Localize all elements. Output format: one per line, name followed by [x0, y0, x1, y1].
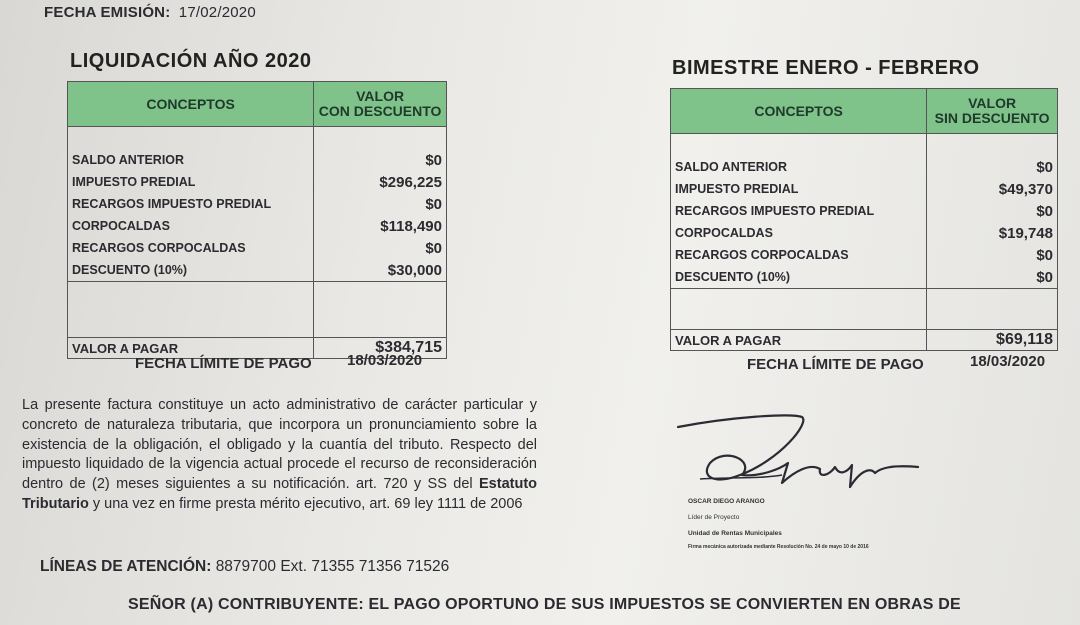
fecha-limite-label: FECHA LÍMITE DE PAGO [747, 356, 924, 373]
table-row [671, 266, 1058, 289]
bimestre-title: BIMESTRE ENERO - FEBRERO [672, 57, 980, 79]
lineas-label: LÍNEAS DE ATENCIÓN: [40, 558, 212, 575]
valor-cell: $30,000 [314, 259, 447, 282]
lineas-atencion [40, 558, 449, 576]
bimestre-table [670, 88, 1058, 351]
table-row [68, 237, 447, 259]
valor-cell: $0 [314, 237, 447, 259]
concepto-cell: RECARGOS CORPOCALDAS [72, 241, 246, 255]
col-valor-header [314, 82, 447, 127]
col-conceptos-header: CONCEPTOS [68, 82, 314, 127]
table-row [671, 222, 1058, 244]
concepto-cell: RECARGOS IMPUESTO PREDIAL [72, 197, 272, 211]
fecha-emision [44, 4, 256, 21]
concepto-cell: IMPUESTO PREDIAL [72, 175, 196, 189]
table-row [671, 200, 1058, 222]
table-header-row [671, 89, 1058, 134]
valor-cell: $0 [927, 156, 1058, 178]
col-valor-line2: SIN DESCUENTO [934, 110, 1050, 126]
col-conceptos-header: CONCEPTOS [671, 89, 927, 134]
fecha-limite-value: 18/03/2020 [347, 352, 423, 369]
valor-cell: $0 [314, 149, 447, 171]
valor-cell: $118,490 [314, 215, 447, 237]
concepto-cell: DESCUENTO (10%) [72, 263, 188, 277]
total-value: $384,715 [314, 338, 447, 359]
footer-message: SEÑOR (A) CONTRIBUYENTE: EL PAGO OPORTUNO DE SUS IMPUESTOS SE CONVIERTEN EN OBRAS DE [128, 596, 961, 613]
concepto-cell: DESCUENTO (10%) [675, 270, 791, 284]
concepto-cell: SALDO ANTERIOR [72, 153, 185, 167]
valor-cell: $0 [927, 200, 1058, 222]
col-valor-line1: VALOR [968, 95, 1017, 111]
fecha-emision-label: FECHA EMISIÓN: [44, 4, 171, 21]
signer-unit: Unidad de Rentas Municipales [688, 530, 782, 537]
concepto-cell: CORPOCALDAS [72, 219, 170, 233]
total-row [671, 330, 1058, 351]
legal-text-bold: Estatuto Tributario [22, 476, 537, 512]
valor-cell: $19,748 [927, 222, 1058, 244]
fecha-limite-value: 18/03/2020 [970, 353, 1046, 370]
legal-text-part1: La presente factura constituye un acto administrativo de carácter particular y concreto de naturaleza tributaria, que incorpora un pronunciamiento sobre la existencia de la obligación, el obligado y la cuantía del tributo. Respecto del impuesto liquidado de la vigencia actual procede el recurso de reconsideración dentro de (2) meses siguientes a su notificación. art. 720 y SS del [22, 397, 537, 493]
concepto-cell: RECARGOS CORPOCALDAS [675, 248, 849, 262]
table-row [671, 244, 1058, 266]
concepto-cell: IMPUESTO PREDIAL [675, 182, 799, 196]
table-header-row [68, 82, 447, 127]
total-label: VALOR A PAGAR [68, 338, 314, 359]
signer-name: OSCAR DIEGO ARANGO [688, 498, 765, 505]
valor-cell: $0 [927, 266, 1058, 289]
concepto-cell: CORPOCALDAS [675, 226, 773, 240]
total-label: VALOR A PAGAR [671, 330, 927, 351]
legal-text [22, 396, 537, 515]
lineas-value: 8879700 Ext. 71355 71356 71526 [215, 558, 450, 575]
signature-note: Firma mecánica autorizada mediante Resolución No. 24 de mayo 10 de 2016 [688, 544, 869, 550]
table-row [68, 171, 447, 193]
valor-cell: $0 [314, 193, 447, 215]
table-row [68, 215, 447, 237]
table-row [671, 156, 1058, 178]
col-valor-line1: VALOR [356, 88, 405, 104]
liquidacion-table [67, 81, 447, 359]
col-valor-line2: CON DESCUENTO [318, 103, 442, 119]
table-row [68, 149, 447, 171]
col-valor-header [927, 89, 1058, 134]
total-value: $69,118 [927, 330, 1058, 351]
valor-cell: $49,370 [927, 178, 1058, 200]
signature-image [670, 405, 940, 510]
concepto-cell: SALDO ANTERIOR [675, 160, 788, 174]
valor-cell: $0 [927, 244, 1058, 266]
concepto-cell: RECARGOS IMPUESTO PREDIAL [675, 204, 875, 218]
liquidacion-title: LIQUIDACIÓN AÑO 2020 [70, 50, 312, 72]
fecha-emision-value: 17/02/2020 [178, 4, 256, 21]
table-row [671, 178, 1058, 200]
fecha-limite-label: FECHA LÍMITE DE PAGO [135, 355, 312, 372]
table-row [68, 259, 447, 282]
signer-role: Líder de Proyecto [688, 514, 740, 521]
legal-text-part2: y una vez en firme presta mérito ejecutivo, art. 69 ley 1111 de 2006 [88, 495, 523, 512]
valor-cell: $296,225 [314, 171, 447, 193]
table-row [68, 193, 447, 215]
